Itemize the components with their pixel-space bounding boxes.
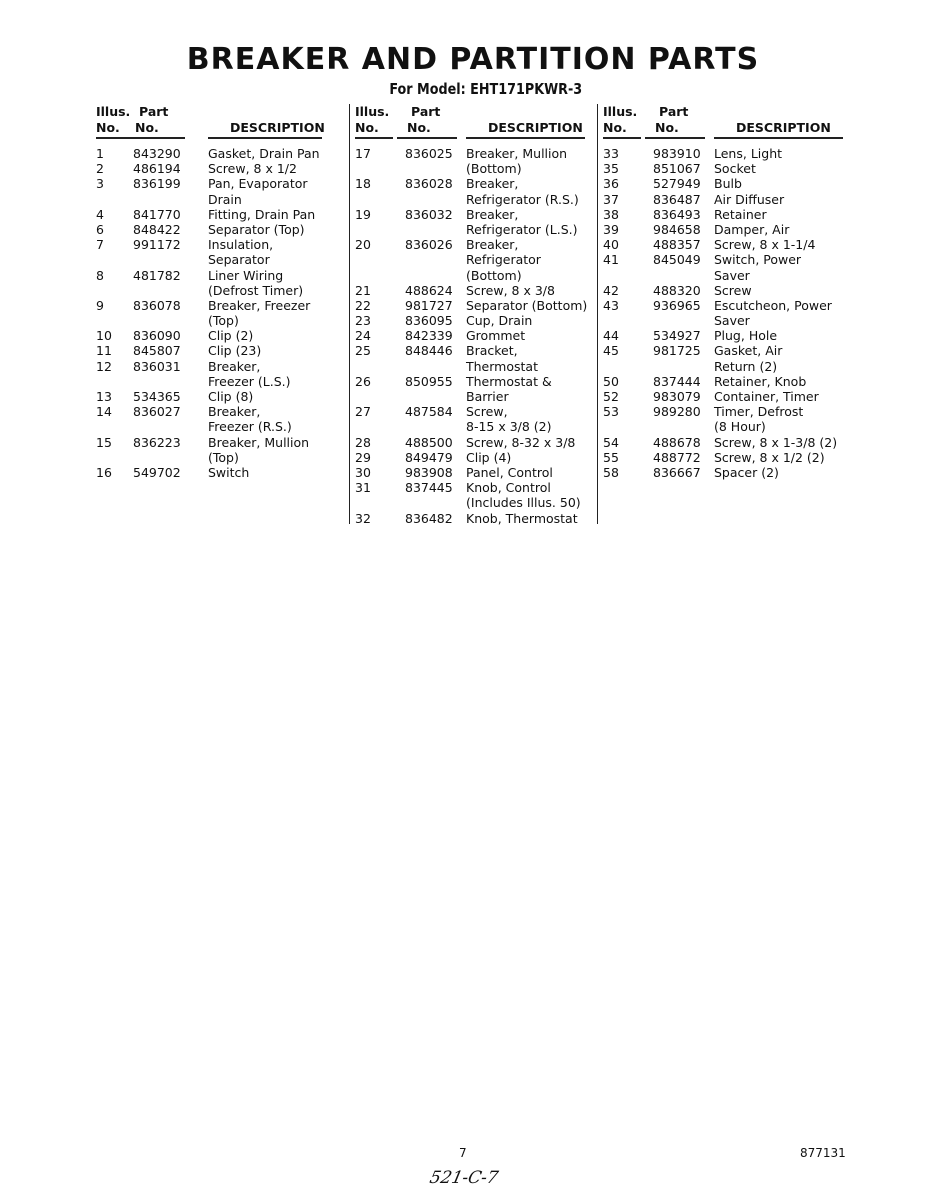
page-title: BREAKER AND PARTITION PARTS (186, 42, 760, 77)
part-description: Breaker, (466, 206, 519, 222)
illus-number: 26 (355, 373, 371, 389)
part-number: 848422 (133, 221, 181, 237)
part-row (350, 298, 590, 313)
part-number: 845049 (653, 252, 701, 268)
part-description: Socket (714, 161, 756, 177)
part-row (96, 389, 336, 404)
illus-number: 4 (96, 206, 104, 222)
illus-number: 17 (355, 146, 371, 161)
part-description: Clip (2) (208, 328, 254, 344)
part-description: Refrigerator (L.S.) (466, 221, 578, 237)
part-number: 836493 (653, 206, 701, 222)
part-description: Saver (714, 267, 750, 283)
part-description: Air Diffuser (714, 191, 785, 207)
part-description: Barrier (466, 389, 509, 404)
part-description: Cup, Drain (466, 313, 533, 329)
part-description: Lens, Light (714, 146, 783, 161)
part-description: Plug, Hole (714, 328, 778, 344)
illus-number: 31 (355, 480, 371, 496)
part-row (96, 161, 336, 176)
part-number: 836027 (133, 404, 181, 420)
header-part-no: No. (407, 120, 431, 135)
part-row (96, 146, 336, 161)
part-description: Separator (208, 252, 270, 268)
illus-number: 37 (603, 191, 619, 207)
part-row (598, 207, 848, 222)
illus-number: 52 (603, 389, 619, 404)
part-number: 488320 (653, 282, 701, 298)
part-number: 845807 (133, 343, 181, 359)
part-description: Breaker, (208, 358, 261, 374)
header-illus-no: No. (603, 120, 627, 135)
parts-column-3 (597, 104, 848, 524)
part-number: 488772 (653, 449, 701, 465)
illus-number: 30 (355, 464, 371, 480)
part-row (96, 176, 336, 206)
part-description: Screw, 8 x 1/2 (2) (714, 449, 825, 465)
part-number: 984658 (653, 221, 701, 237)
part-number: 488624 (405, 282, 453, 298)
part-number: 981725 (653, 343, 701, 359)
part-row (598, 328, 848, 343)
part-description: Thermostat (466, 358, 538, 374)
header-description: DESCRIPTION (488, 120, 583, 135)
part-number: 842339 (405, 328, 453, 344)
illus-number: 25 (355, 343, 371, 359)
part-row (96, 343, 336, 358)
part-number: 936965 (653, 297, 701, 313)
model-subtitle: For Model: EHT171PKWR-3 (389, 80, 583, 98)
header-description: DESCRIPTION (230, 120, 325, 135)
part-description: Return (2) (714, 358, 778, 374)
parts-column-2 (349, 104, 590, 524)
part-description: Separator (Bottom) (466, 297, 588, 313)
part-row (350, 404, 590, 434)
part-row (350, 435, 590, 450)
part-number: 836090 (133, 328, 181, 344)
part-number: 836025 (405, 146, 453, 161)
part-number: 836487 (653, 191, 701, 207)
illus-number: 9 (96, 297, 104, 313)
part-description: Breaker, Mullion (208, 434, 310, 450)
illus-number: 29 (355, 449, 371, 465)
illus-number: 20 (355, 237, 371, 253)
part-description: Spacer (2) (714, 464, 779, 480)
part-description: Breaker, Freezer (208, 297, 311, 313)
part-description: Escutcheon, Power (714, 297, 832, 313)
header-illus-no: No. (96, 120, 120, 135)
part-description: Breaker, (466, 176, 519, 192)
part-number: 849479 (405, 449, 453, 465)
illus-number: 7 (96, 237, 104, 253)
part-row (96, 298, 336, 328)
part-number: 983908 (405, 464, 453, 480)
column-header (96, 104, 336, 138)
header-underline (603, 137, 641, 139)
part-row (598, 283, 848, 298)
header-underline (208, 137, 322, 139)
part-description: Refrigerator (466, 252, 541, 268)
part-description: Knob, Control (466, 480, 551, 496)
part-number: 836223 (133, 434, 181, 450)
part-row (598, 252, 848, 282)
part-number: 983910 (653, 146, 701, 161)
part-description: (8 Hour) (714, 419, 766, 435)
part-description: Damper, Air (714, 221, 790, 237)
part-row (350, 511, 590, 526)
part-description: Drain (208, 191, 242, 207)
parts-list (96, 146, 336, 480)
part-number: 487584 (405, 404, 453, 420)
illus-number: 27 (355, 404, 371, 420)
part-row (598, 176, 848, 191)
part-row (96, 404, 336, 434)
part-description: Clip (23) (208, 343, 262, 359)
part-row (350, 207, 590, 237)
part-number: 983079 (653, 389, 701, 404)
illus-number: 8 (96, 267, 104, 283)
header-underline (125, 137, 185, 139)
illus-number: 15 (96, 434, 112, 450)
part-row (96, 237, 336, 267)
part-row (598, 146, 848, 161)
part-number: 850955 (405, 373, 453, 389)
illus-number: 24 (355, 328, 371, 344)
header-illus: Illus. (355, 104, 390, 119)
part-description: Liner Wiring (208, 267, 284, 283)
part-number: 527949 (653, 176, 701, 192)
illus-number: 3 (96, 176, 104, 192)
part-description: (Bottom) (466, 267, 522, 283)
part-number: 837444 (653, 373, 701, 389)
header-underline (397, 137, 457, 139)
part-description: Grommet (466, 328, 526, 344)
illus-number: 6 (96, 221, 104, 237)
part-description: Screw, 8-32 x 3/8 (466, 434, 576, 450)
part-number: 841770 (133, 206, 181, 222)
part-description: (Top) (208, 449, 239, 465)
part-description: (Top) (208, 313, 239, 329)
part-number: 488500 (405, 434, 453, 450)
part-description: Screw, 8 x 1/2 (208, 161, 297, 177)
part-row (598, 465, 848, 480)
illus-number: 19 (355, 206, 371, 222)
part-row (350, 343, 590, 373)
part-number: 836026 (405, 237, 453, 253)
part-row (350, 328, 590, 343)
part-number: 851067 (653, 161, 701, 177)
part-number: 486194 (133, 161, 181, 177)
part-number: 836028 (405, 176, 453, 192)
header-part: Part (659, 104, 689, 119)
illus-number: 13 (96, 389, 112, 404)
part-row (598, 435, 848, 450)
part-description: Clip (4) (466, 449, 512, 465)
part-row (598, 237, 848, 252)
part-row (598, 404, 848, 434)
document-number: 877131 (800, 1146, 846, 1160)
part-row (350, 176, 590, 206)
part-row (96, 435, 336, 465)
illus-number: 1 (96, 146, 104, 161)
illus-number: 35 (603, 161, 619, 177)
part-number: 836667 (653, 464, 701, 480)
part-description: Screw, (466, 404, 508, 420)
part-row (598, 343, 848, 373)
illus-number: 32 (355, 510, 371, 526)
part-description: Breaker, (466, 237, 519, 253)
illus-number: 12 (96, 358, 112, 374)
part-description: Bracket, (466, 343, 518, 359)
part-description: Saver (714, 313, 750, 329)
column-header (350, 104, 590, 138)
illus-number: 54 (603, 434, 619, 450)
part-row (350, 146, 590, 176)
part-description: Container, Timer (714, 389, 819, 404)
part-number: 836031 (133, 358, 181, 374)
illus-number: 55 (603, 449, 619, 465)
header-underline (714, 137, 843, 139)
illus-number: 41 (603, 252, 619, 268)
part-row (96, 207, 336, 222)
header-description: DESCRIPTION (736, 120, 831, 135)
part-number: 534365 (133, 389, 181, 404)
part-row (598, 192, 848, 207)
part-number: 989280 (653, 404, 701, 420)
header-underline (355, 137, 393, 139)
illus-number: 53 (603, 404, 619, 420)
part-number: 549702 (133, 464, 181, 480)
header-part-no: No. (655, 120, 679, 135)
part-description: Switch, Power (714, 252, 802, 268)
part-number: 836199 (133, 176, 181, 192)
part-number: 488678 (653, 434, 701, 450)
part-row (350, 465, 590, 480)
part-number: 843290 (133, 146, 181, 161)
part-description: Screw, 8 x 1-3/8 (2) (714, 434, 838, 450)
part-number: 481782 (133, 267, 181, 283)
illus-number: 36 (603, 176, 619, 192)
column-header (598, 104, 848, 138)
parts-list (598, 146, 848, 480)
part-description: Freezer (L.S.) (208, 373, 291, 389)
part-number: 836032 (405, 206, 453, 222)
part-description: Screw, 8 x 1-1/4 (714, 237, 816, 253)
part-number: 848446 (405, 343, 453, 359)
header-underline (466, 137, 585, 139)
part-number: 991172 (133, 237, 181, 253)
part-row (350, 283, 590, 298)
part-row (598, 298, 848, 328)
illus-number: 11 (96, 343, 112, 359)
illus-number: 18 (355, 176, 371, 192)
page-number: 7 (459, 1146, 467, 1160)
part-description: Bulb (714, 176, 742, 192)
illus-number: 50 (603, 373, 619, 389)
part-description: 8-15 x 3/8 (2) (466, 419, 552, 435)
parts-column-1 (96, 104, 336, 480)
part-row (96, 222, 336, 237)
header-illus: Illus. (96, 104, 131, 119)
illus-number: 10 (96, 328, 112, 344)
part-number: 488357 (653, 237, 701, 253)
part-description: Timer, Defrost (714, 404, 804, 420)
part-description: Screw, 8 x 3/8 (466, 282, 555, 298)
part-description: Switch (208, 464, 250, 480)
part-description: Gasket, Air (714, 343, 783, 359)
illus-number: 42 (603, 282, 619, 298)
header-part: Part (139, 104, 169, 119)
part-number: 534927 (653, 328, 701, 344)
part-number: 981727 (405, 297, 453, 313)
illus-number: 28 (355, 434, 371, 450)
part-description: Separator (Top) (208, 221, 305, 237)
illus-number: 45 (603, 343, 619, 359)
illus-number: 38 (603, 206, 619, 222)
part-row (598, 374, 848, 389)
part-description: Insulation, (208, 237, 274, 253)
part-row (96, 465, 336, 480)
part-row (350, 480, 590, 510)
illus-number: 33 (603, 146, 619, 161)
illus-number: 44 (603, 328, 619, 344)
header-part-no: No. (135, 120, 159, 135)
part-description: Screw (714, 282, 752, 298)
illus-number: 58 (603, 464, 619, 480)
illus-number: 23 (355, 313, 371, 329)
part-row (96, 359, 336, 389)
part-number: 836095 (405, 313, 453, 329)
part-number: 836078 (133, 297, 181, 313)
part-number: 836482 (405, 510, 453, 526)
header-part: Part (411, 104, 441, 119)
parts-list (350, 146, 590, 526)
part-row (350, 237, 590, 283)
illus-number: 40 (603, 237, 619, 253)
part-number: 837445 (405, 480, 453, 496)
part-description: Gasket, Drain Pan (208, 146, 320, 161)
illus-number: 14 (96, 404, 112, 420)
part-description: Retainer (714, 206, 767, 222)
part-row (598, 161, 848, 176)
illus-number: 22 (355, 297, 371, 313)
handwritten-note: 521-C-7 (427, 1168, 500, 1188)
header-underline (645, 137, 705, 139)
part-description: Knob, Thermostat (466, 510, 578, 526)
part-description: Refrigerator (R.S.) (466, 191, 579, 207)
part-row (96, 328, 336, 343)
illus-number: 39 (603, 221, 619, 237)
part-row (598, 450, 848, 465)
part-row (350, 374, 590, 404)
illus-number: 21 (355, 282, 371, 298)
header-illus-no: No. (355, 120, 379, 135)
illus-number: 43 (603, 297, 619, 313)
part-description: (Includes Illus. 50) (466, 495, 581, 511)
part-description: Breaker, (208, 404, 261, 420)
part-description: Thermostat & (466, 373, 552, 389)
part-description: Breaker, Mullion (466, 146, 568, 161)
part-description: Retainer, Knob (714, 373, 807, 389)
part-row (350, 450, 590, 465)
illus-number: 16 (96, 464, 112, 480)
part-row (96, 268, 336, 298)
header-illus: Illus. (603, 104, 638, 119)
part-description: Fitting, Drain Pan (208, 206, 316, 222)
part-description: Pan, Evaporator (208, 176, 308, 192)
part-row (598, 222, 848, 237)
part-row (350, 313, 590, 328)
part-description: Panel, Control (466, 464, 553, 480)
part-row (598, 389, 848, 404)
part-description: Freezer (R.S.) (208, 419, 292, 435)
part-description: Clip (8) (208, 389, 254, 404)
part-description: (Defrost Timer) (208, 282, 304, 298)
part-description: (Bottom) (466, 161, 522, 177)
illus-number: 2 (96, 161, 104, 177)
